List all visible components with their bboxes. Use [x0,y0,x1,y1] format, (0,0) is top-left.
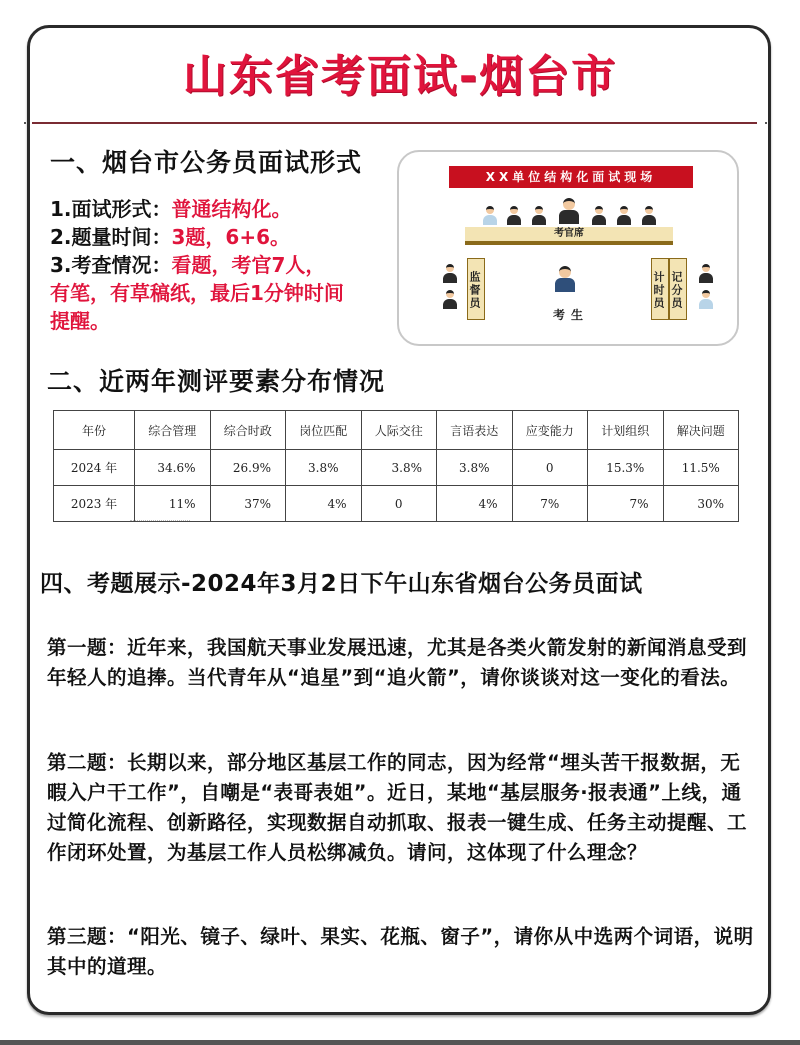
table-header: 年份 [54,411,135,450]
table-cell: 2023 年 [54,486,135,522]
evaluation-distribution-table [53,410,739,522]
examiner-icon [592,206,606,226]
table-header: 解决问题 [663,411,739,450]
section2-heading: 二、近两年测评要素分布情况 [47,367,386,396]
table-cell: 37% [210,486,286,522]
page-title: 山东省考面试-烟台市 [182,51,618,102]
table-cell: 4% [286,486,362,522]
supervisor-label: 监督员 [467,258,485,320]
examiner-icon [507,206,521,226]
candidate-label: 考生 [553,308,590,322]
list-item: 1.面试形式：普通结构化。 [50,197,292,221]
examiner-desk: 考官席 [465,227,673,245]
section4-heading: 四、考题展示-2024年3月2日下午山东省烟台公务员面试 [40,571,643,597]
title-divider [32,122,757,124]
rule-dot [24,122,26,124]
table-cell: 30% [663,486,739,522]
table-row [54,450,739,486]
table-cell: 3.8% [361,450,437,486]
list-item: 3.考查情况：看题，考官7人， [50,253,326,277]
section1-heading: 一、烟台市公务员面试形式 [50,148,363,177]
table-footnote-artifact [130,520,190,523]
question-1: 第一题：近年来，我国航天事业发展迅速，尤其是各类火箭发射的新闻消息受到年轻人的追捧。当代青年从“追星”到“追火箭”，请你谈谈对这一变化的看法。 [47,636,748,689]
table-cell: 11.5% [663,450,739,486]
list-item-continuation: 有笔，有草稿纸，最后1分钟时间 [50,281,344,305]
question-3: 第三题：“阳光、镜子、绿叶、果实、花瓶、窗子”，请你从中选两个词语，说明其中的道理。 [47,925,754,978]
scorer-label: 记分员 [669,258,687,320]
table-cell: 3.8% [437,450,513,486]
table-header: 综合时政 [210,411,286,450]
table-cell: 11% [135,486,211,522]
table-cell: 0 [361,486,437,522]
table-header-row [54,411,739,450]
table-header: 人际交往 [361,411,437,450]
table-header: 岗位匹配 [286,411,362,450]
diagram-banner: XX单位结构化面试现场 [449,166,693,188]
table-cell: 15.3% [588,450,664,486]
supervisor-icon [443,290,457,310]
list-item: 2.题量时间：3题，6+6。 [50,225,291,249]
table-cell: 4% [437,486,513,522]
table-cell: 3.8% [286,450,362,486]
examiner-icon [642,206,656,226]
table-header: 计划组织 [588,411,664,450]
table-header: 应变能力 [512,411,588,450]
examiner-icon [617,206,631,226]
examiner-icon [483,206,497,226]
table-row [54,486,739,522]
chief-examiner-icon [559,198,579,226]
timer-label: 计时员 [651,258,669,320]
list-item-continuation: 提醒。 [50,309,110,333]
table-header: 综合管理 [135,411,211,450]
table-cell: 34.6% [135,450,211,486]
candidate-icon [555,266,575,294]
table-cell: 7% [588,486,664,522]
supervisor-icon [443,264,457,284]
question-2: 第二题：长期以来，部分地区基层工作的同志，因为经常“埋头苦干报数据，无暇入户干工作”，自嘲是“表哥表姐”。近日，某地“基层服务·报表通”上线，通过简化流程、创新路径，实现数据自动抓取、报表一键生成、任务主动提醒、工作闭环处置，为基层工作人员松绑减负。请问，这体现了什么理念？ [47,751,748,864]
rule-dot [765,122,767,124]
table-cell: 0 [512,450,588,486]
interview-room-diagram [397,150,739,346]
table-cell: 26.9% [210,450,286,486]
table-cell: 7% [512,486,588,522]
table-cell: 2024 年 [54,450,135,486]
staff-icon [699,290,713,310]
examiner-icon [532,206,546,226]
bottom-divider [0,1040,800,1045]
interview-format-list [50,195,344,335]
staff-icon [699,264,713,284]
table-header: 言语表达 [437,411,513,450]
